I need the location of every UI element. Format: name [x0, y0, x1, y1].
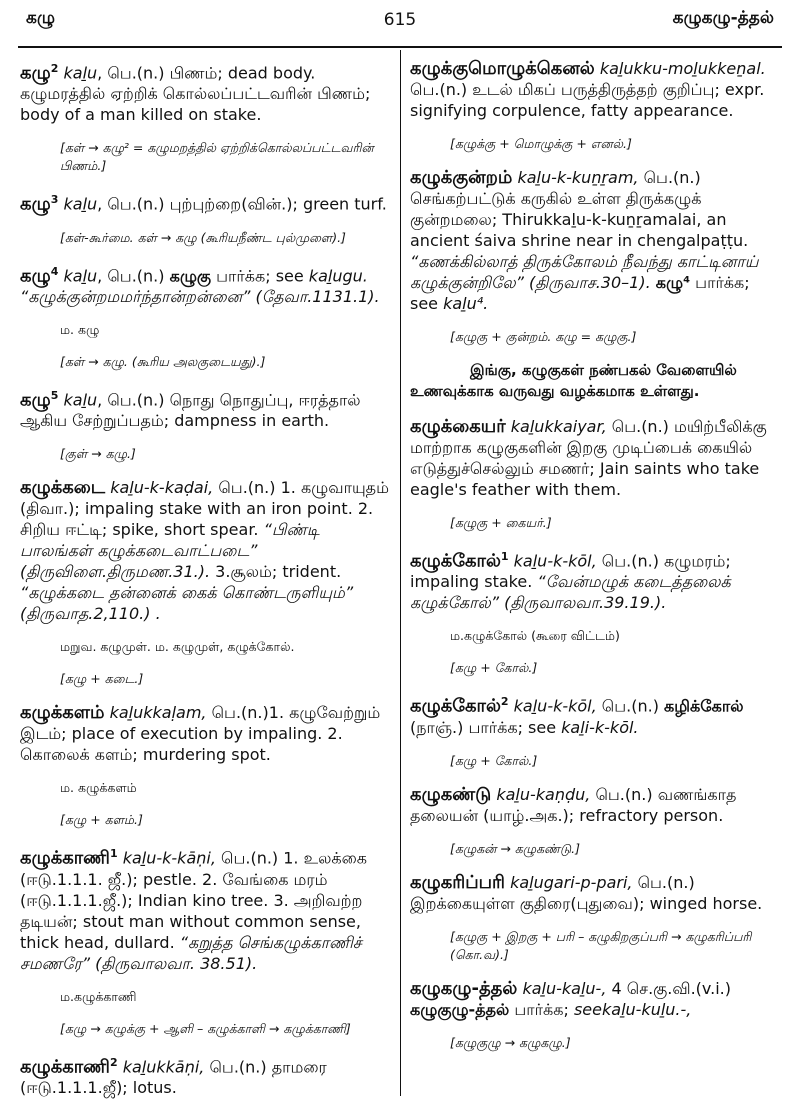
etymology: [கழுகு + குன்றம். கழு = கழுகு.] [450, 329, 637, 344]
dictionary-entry [20, 385, 392, 431]
definition-text: பெ.(n.) தாமரை (ஈடு.1.1.1.ஜீ); lotus. [20, 1056, 327, 1097]
etymology: [கழு + கடை.] [60, 671, 144, 687]
transliteration: kaḻu-k-kuṉṟam, [517, 168, 639, 187]
page-header [0, 0, 800, 48]
cognate-note: மறுவ. கழுமுள். ம. கழுமுள், கழுக்கோல். [60, 639, 295, 655]
headword: கழு [20, 264, 51, 286]
headword: கழுக்கோல் [410, 550, 501, 572]
left-column [20, 58, 392, 1112]
transliteration: kaḻu-k-kāṇi, [122, 848, 216, 868]
transliteration: kaḻu [63, 265, 98, 285]
transliteration: kaḻu-k-kaḍai, [110, 478, 214, 498]
cognate-note: ம.கழுக்கோல் (கூரை விட்டம்) [450, 628, 620, 644]
transliteration: kaḻu-kaḻu-, [522, 978, 607, 998]
homonym-number: 3 [50, 193, 59, 207]
page-number: 615 [383, 10, 417, 30]
etymology: [கள் → கழு. (கூரிய அலகுடையது).] [60, 353, 266, 369]
transliteration: seekaḻu-kuḻu.-, [573, 999, 692, 1019]
etymology: [கழுகு + இறகு + பரி – கழுகிறகுப்பரி → கழுகரிப்பரி (கொ.வ).] [450, 928, 752, 962]
dictionary-entry [20, 843, 392, 973]
header-guide-word-right: கழுகழு-த்தல் [672, 8, 774, 28]
homonym-number: 1 [500, 550, 509, 563]
citation: “கறுத்த செங்கழுக்காணிச் சமணரே” (திருவாலவா. 38.51). [20, 932, 362, 973]
column-divider [400, 50, 401, 1096]
transliteration: kaḻukkaḷam, [109, 703, 207, 723]
headword: கழுக்காணி [20, 1055, 110, 1077]
transliteration: kaḻukkāṇi, [122, 1056, 205, 1076]
headword: கழுக்கடை [20, 477, 106, 499]
definition-text: பெ.(n.) உடல் மிகப் பருத்திருத்தற் குறிப்பு; expr. signifying corpulence, fatty appearance. [410, 80, 765, 120]
homonym-number: 2 [500, 695, 509, 709]
definition-text: பார்க்க; see [410, 273, 750, 313]
headword: கழுக்குன்றம் [410, 167, 513, 188]
etymology: [கழு + கோல்.] [450, 752, 538, 768]
dictionary-entry [20, 189, 392, 214]
headword: கழுக்களம் [20, 702, 105, 724]
dictionary-entry [410, 167, 782, 314]
transliteration: kaḻu-k-kōl, [513, 551, 597, 571]
transliteration: kaḻi-k-kōl. [561, 717, 639, 737]
etymology: [கழு → கழுக்கு + ஆளி – கழுக்காளி → கழுக்காணி] [60, 1020, 351, 1036]
homonym-number: 4 [50, 264, 59, 278]
transliteration: kaḻu [63, 63, 98, 83]
definition-text: , பெ.(n.) புற்புற்றை(வின்.); green turf. [97, 194, 387, 214]
definition-text: பெ.(n.) வணங்காத தலையன் (யாழ்.அக.); refractory person. [410, 784, 737, 825]
dictionary-entry [20, 261, 392, 307]
transliteration: kaḻukkaiyar, [510, 417, 607, 436]
headword: கழுக்குமொழுக்கெனல் [410, 58, 595, 79]
definition-text: பெ.(n.) செங்கற்பட்டுக் கருகில் உள்ள திருக்கழுக் குன்றமலை; Thirukkaḻu-k-kuṉṟamalai, an ancient śaiva shrine near in chengalpaṭṭu. [410, 168, 749, 250]
homonym-number: 2 [50, 62, 59, 75]
citation: “கணக்கில்லாத் திருக்கோலம் நீவந்து காட்டினாய் கழுக்குன்றிலே” (திருவாச.30–1). [410, 252, 759, 292]
definition-text: 4 செ.கு.வி.(v.i.) [606, 978, 731, 998]
dictionary-entry [410, 784, 782, 826]
transliteration: kaḻugu. [308, 265, 368, 285]
definition-text: பார்க்க; [509, 999, 574, 1019]
headword: கழுகழு-த்தல் [410, 977, 518, 999]
headword: கழுக்கையர் [410, 416, 506, 437]
dictionary-entry [410, 58, 782, 121]
homonym-number: 2 [109, 1055, 118, 1069]
transliteration: kaḻu-k-kōl, [513, 696, 597, 716]
cross-reference: ⁴ [683, 273, 691, 292]
dictionary-entry [410, 691, 782, 737]
headword: கழு [20, 389, 51, 411]
definition-text: பார்க்க; see [211, 265, 309, 285]
dictionary-entry [20, 58, 392, 125]
etymology: [கழுக்கு + மொழுக்கு + எனல்.] [450, 136, 632, 151]
etymology: [கள் → கழு² = கழுமறத்தில் ஏற்றிக்கொல்லப்பட்டவரின் பிணம்.] [60, 140, 374, 174]
dictionary-entry [20, 477, 392, 624]
cross-reference: கழுகுழு-த்தல் [410, 999, 510, 1019]
dictionary-entry [20, 702, 392, 765]
transliteration: kaḻu [63, 390, 98, 410]
cognate-note: ம.கழுக்காணி [60, 988, 137, 1004]
citation: “வேன்மழுக் கடைத்தலைக் கழுக்கோல்” (திருவாலவா.39.19.). [410, 572, 731, 613]
homonym-number: 5 [50, 388, 59, 402]
headword: கழுகரிப்பரி [410, 871, 505, 893]
headword: கழு [20, 62, 51, 84]
transliteration: kaḻugari-p-pari, [510, 872, 633, 892]
definition-text: , பெ.(n.) [97, 265, 170, 285]
headword: கழுகண்டு [410, 783, 492, 805]
dictionary-entry [410, 978, 782, 1020]
dictionary-entry [20, 1052, 392, 1098]
definition-text: பெ.(n.) [596, 696, 665, 716]
dictionary-entry [410, 416, 782, 500]
cross-reference: கழுகு [169, 265, 212, 285]
right-column [410, 58, 782, 1066]
transliteration: kaḻu [63, 194, 98, 214]
cross-reference: கழு [655, 273, 684, 292]
definition-text: , பெ.(n.) நொது நொதுப்பு, ஈரத்தால் ஆகிய சேற்றுப்பதம்; dampness in earth. [20, 390, 361, 431]
etymology: [கழு + கோல்.] [450, 660, 538, 676]
headword: கழுக்காணி [20, 847, 110, 869]
definition-text: பெ.(n.) 1. உலக்கை (ஈடு.1.1.1. ஜீ.); pestle. 2. வேங்கை மரம் (ஈடு.1.1.1.ஜீ.); Indian kino tree. 3. அறிவற்ற தடியன்; stout man without common sense, thick head, dullard. [20, 848, 368, 952]
citation: “பிண்டி பாலங்கள் கழுக்கடைவாட்படை” (திருவிளை.திருமண.31.). [20, 520, 320, 582]
citation: “கழுக்குன்றமமர்ந்தான்றன்னை” (தேவா.1131.1). [20, 286, 380, 306]
transliteration: kaḻu-kaṇḍu, [496, 784, 591, 804]
definition-text: பெ.(n.) 1. கழுவாயுதம் (திவா.); impaling stake with an iron point. 2. சிறிய ஈட்டி; spike, short spear. [20, 478, 389, 540]
definition-text: , பெ.(n.) பிணம்; dead body. கழுமரத்தில் ஏற்றிக் கொல்லப்பட்டவரின் பிணம்; body of a man killed on stake. [20, 63, 371, 125]
transliteration: kaḻukku-moḻukkeṉal. [599, 59, 766, 78]
etymology: [கள்-கூர்மை. கள் → கழு (கூரியநீண்ட புல்முளை).] [60, 229, 346, 245]
header-rule [18, 46, 782, 48]
headword: கழு [20, 193, 51, 215]
definition-text: பெ.(n.)1. கழுவேற்றும் இடம்; place of execution by impaling. 2. கொலைக் களம்; murdering spot. [20, 703, 381, 765]
header-guide-word-left: கழு [26, 8, 56, 28]
homonym-number: 1 [109, 847, 118, 861]
etymology: [கழு + களம்.] [60, 812, 143, 828]
definition-text: (நாஞ்.) பார்க்க; see [410, 717, 562, 737]
etymology: [கழுகன் → கழுகண்டு.] [450, 840, 581, 856]
cross-reference: கழிக்கோல் [664, 696, 744, 716]
definition-text: பெ.(n.) கழுமரம்; impaling stake. [410, 551, 731, 592]
definition-text: பெ.(n.) இறக்கையுள்ள குதிரை(புதுவை); winged horse. [410, 872, 763, 913]
citation: “கழுக்கடை தன்னைக் கைக் கொண்டருளியும்” (திருவாத.2,110.) . [20, 583, 354, 624]
definition-text: பெ.(n.) மயிற்பீலிக்கு மாற்றாக கழுகுகளின் இறகு முடிப்பைக் கையில் எடுத்துச்செல்லும் சமணர்; Jain saints who take eagle's feather with them. [410, 417, 767, 499]
cognate-note: ம. கழு [60, 321, 100, 337]
dictionary-entry [410, 872, 782, 914]
transliteration: kaḻu⁴. [443, 294, 489, 313]
etymology: [குள் → கழு.] [60, 446, 136, 462]
headword: கழுக்கோல் [410, 695, 501, 717]
definition-text: 3.சூலம்; trident. [210, 562, 342, 582]
usage-note: இங்கு, கழுகுகள் நண்பகல் வேளையில் உணவுக்காக வருவது வழக்கமாக உள்ளது. [410, 361, 737, 400]
etymology: [கழுகு + கையர்.] [450, 515, 552, 530]
dictionary-entry [410, 546, 782, 613]
cognate-note: ம. கழுக்களம் [60, 780, 137, 796]
etymology: [கழுகுழு → கழுகழு.] [450, 1034, 571, 1050]
